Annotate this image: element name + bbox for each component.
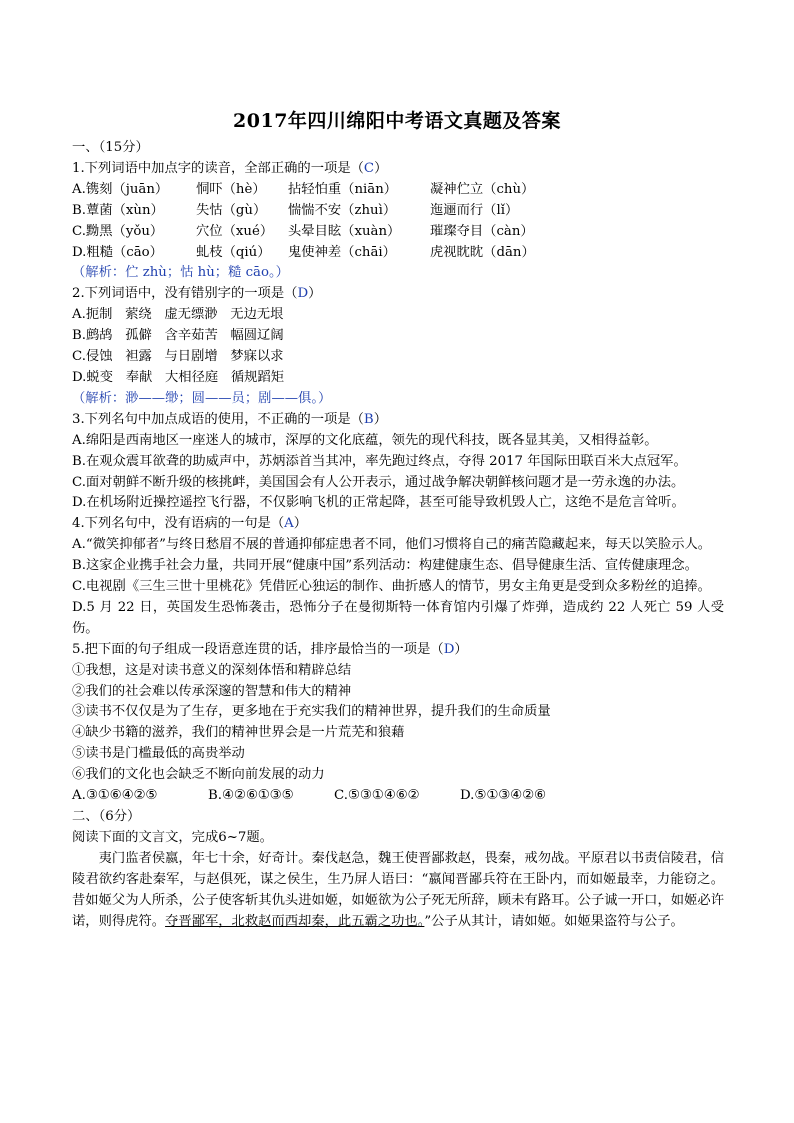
q2-option-b: B.鹧鸪 孤僻 含辛茹苦 幅圆辽阔	[72, 328, 284, 344]
q2-option-c: C.侵蚀 袒露 与日剧增 梦寐以求	[72, 349, 284, 365]
q3-option-b: B.在观众震耳欲聋的助威声中，苏炳添首当其冲，率先跑过终点，夺得 2017 年国际田联百米大点冠军。	[72, 453, 687, 469]
q4-option-c: C.电视剧《三生三世十里桃花》凭借匠心独运的制作、曲折感人的情节，男女主角更是受到众多粉丝的追捧。	[72, 579, 711, 595]
q5-sentence-5: ⑤读书是门槛最低的高贵举动	[72, 746, 245, 762]
document-body	[72, 138, 724, 932]
reading-instruction: 阅读下面的文言文，完成6~7题。	[72, 829, 273, 845]
section-1-heading: 一、（15分）	[72, 140, 149, 155]
q5-choice-d: D.⑤①③④②⑥	[460, 788, 546, 804]
q5-choice-a: A.③①⑥④②⑤	[72, 788, 158, 804]
q1-option-a: A.镌刻（juān） 恫吓（hè） 拈轻怕重（niān） 凝神伫立（chù）	[72, 181, 535, 197]
q1-option-c: C.黝黑（yǒu） 穴位（xué） 头晕目眩（xuàn） 璀璨夺目（càn）	[72, 223, 534, 239]
q2-option-d: D.蜕变 奉献 大相径庭 循规蹈矩	[72, 369, 285, 385]
underlined-sentence: 夺晋鄙军，北救赵而西却秦，此五霸之功也。	[165, 913, 425, 929]
q5-choice-c: C.⑤③①④⑥②	[334, 788, 420, 804]
q1-analysis: （解析：伫 zhù；怙 hù；糙 cāo。）	[72, 265, 289, 281]
q4-answer: A	[284, 516, 294, 532]
q5-choices	[72, 786, 724, 807]
q4-option-b: B.这家企业携手社会力量，共同开展“健康中国”系列活动：构建健康生态、倡导健康生活、宣传健康理念。	[72, 558, 698, 574]
document-title: 2017年四川绵阳中考语文真题及答案	[233, 110, 561, 132]
q2-stem: 2.下列词语中，没有错别字的一项是（D）	[72, 286, 322, 302]
q5-sentence-4: ④缺少书籍的滋养，我们的精神世界会是一片荒芜和狼藉	[72, 725, 405, 741]
q3-option-a: A.绵阳是西南地区一座迷人的城市，深厚的文化底蕴，领先的现代科技，既各显其美，又相得益彰。	[72, 432, 658, 448]
q1-stem: 1.下列词语中加点字的读音，全部正确的一项是（C）	[72, 160, 388, 176]
q5-answer: D	[443, 641, 455, 657]
q5-sentence-2: ②我们的社会难以传承深邃的智慧和伟大的精神	[72, 683, 352, 699]
q5-sentence-6: ⑥我们的文化也会缺乏不断向前发展的动力	[72, 767, 325, 783]
q4-option-a: A.“微笑抑郁者”与终日愁眉不展的普通抑郁症患者不同，他们习惯将自己的痛苦隐藏起来，每天以笑脸示人。	[72, 537, 712, 553]
q5-sentence-3: ③读书不仅仅是为了生存，更多地在于充实我们的精神世界，提升我们的生命质量	[72, 704, 551, 720]
q1-option-d: D.粗糙（cāo） 虬枝（qiú） 鬼使神差（chāi） 虎视眈眈（dān）	[72, 244, 535, 260]
q1-option-b: B.蕈菌（xùn） 失怙（gù） 惴惴不安（zhuì） 迤逦而行（lǐ）	[72, 202, 519, 218]
q3-option-d: D.在机场附近操控遥控飞行器，不仅影响飞机的正常起降，甚至可能导致机毁人亡，这绝不是危言耸听。	[72, 495, 685, 511]
q5-sentence-1: ①我想，这是对读书意义的深刻体悟和精辟总结	[72, 662, 352, 678]
q2-option-a: A.扼制 萦绕 虚无缥渺 无边无垠	[72, 307, 284, 323]
q2-analysis: （解析：渺——缈；圆——员；剧——俱。）	[72, 390, 332, 406]
section-2-heading: 二、（6分）	[72, 809, 141, 824]
q5-choice-b: B.④②⑥①③⑤	[208, 788, 294, 804]
q4-option-d: D.5 月 22 日，英国发生恐怖袭击，恐怖分子在曼彻斯特一体育馆内引爆了炸弹，造成约 22 人死亡 59 人受伤。	[72, 599, 724, 636]
q5-stem: 5.把下面的句子组成一段语意连贯的话，排序最恰当的一项是（D）	[72, 641, 468, 657]
q1-answer: C	[363, 160, 375, 176]
q3-answer: B	[363, 411, 374, 427]
q3-stem: 3.下列名句中加点成语的使用，不正确的一项是（B）	[72, 411, 387, 427]
q4-stem: 4.下列名句中，没有语病的一句是（A）	[72, 516, 308, 532]
q3-option-c: C.面对朝鲜不断升级的核挑衅，美国国会有人公开表示，通过战争解决朝鲜核问题才是一劳永逸的办法。	[72, 474, 685, 490]
q2-answer: D	[297, 286, 309, 302]
classical-passage: 夷门监者侯嬴，年七十余，好奇计。秦伐赵急，魏王使晋鄙救赵，畏秦，戒勿战。平原君以书责信陵君，信陵君欲约客赴秦军，与赵俱死，谋之侯生，生乃屏人语曰：“嬴闻晋鄙兵符在王卧内，而如姬最幸，力能窃之。昔如姬父为人所杀，公子使客斩其仇头进如姬，如姬欲为公子死无所辞，顾未有路耳。公子诚一开口，如姬必许诺，则得虎符。夺晋鄙军，北救赵而西却秦，此五霸之功也。”公子从其计，请如姬。如姬果盗符与公子。	[72, 850, 724, 929]
